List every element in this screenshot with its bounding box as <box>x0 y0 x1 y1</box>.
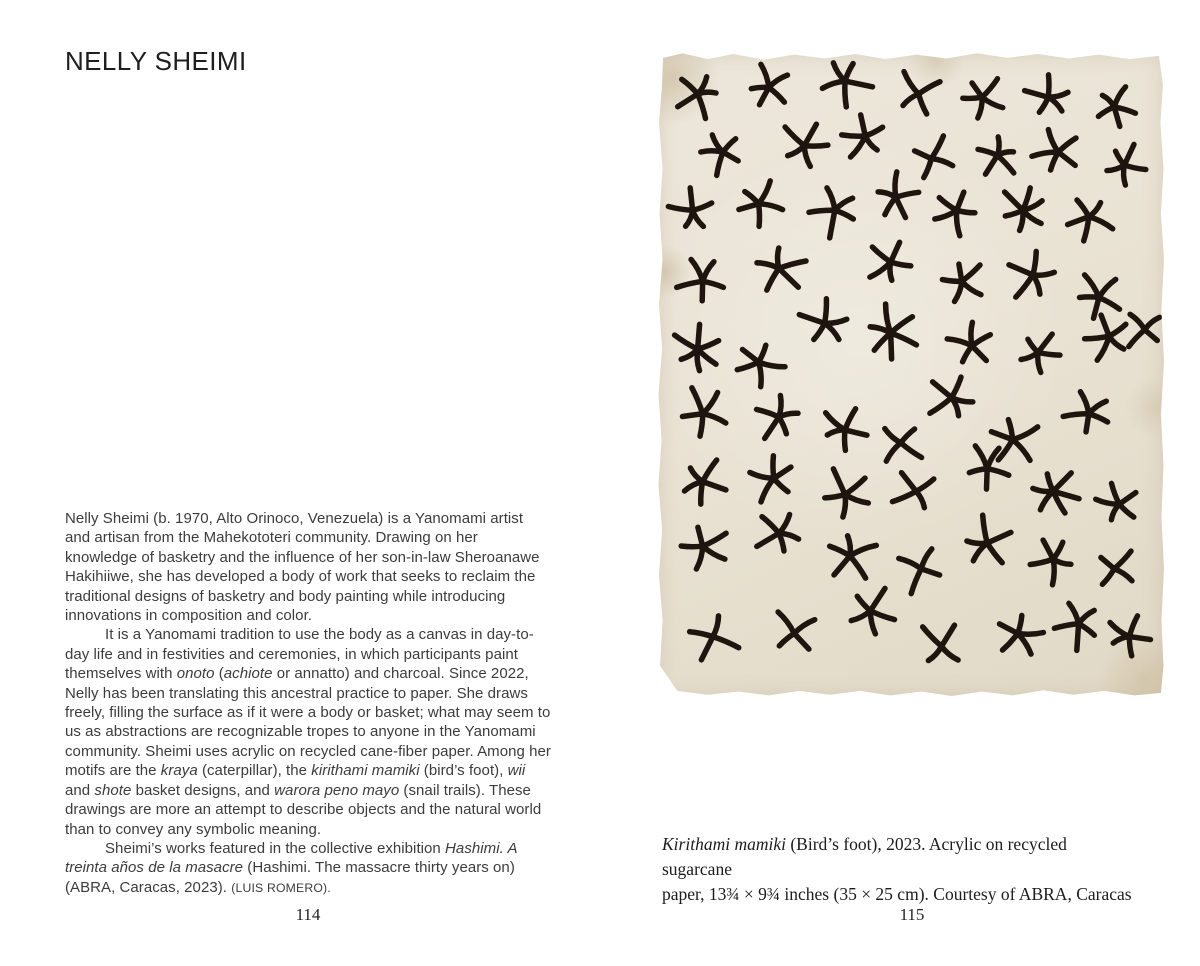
page-number-left: 114 <box>295 905 321 924</box>
artwork-caption <box>662 832 1136 907</box>
caption-line-2: paper, 13¾ × 9¾ inches (35 × 25 cm). Courtesy of ABRA, Caracas <box>662 884 1132 904</box>
bio-paragraph-1: Nelly Sheimi (b. 1970, Alto Orinoco, Venezuela) is a Yanomami artist and artisan from the Mahekototeri community. Drawing on her knowledge of basketry and the influence of her son-in-law Sheroanawe Hakihiiwe, she has developed a body of work that seeks to reclaim the traditional designs of basketry and body painting while introducing innovations in composition and color. <box>65 510 540 625</box>
page-number-right: 115 <box>899 905 925 924</box>
page-title: NELLY SHEIMI <box>65 46 247 76</box>
bio-paragraph-2: It is a Yanomami tradition to use the body as a canvas in day-to-day life and in festivities and ceremonies, in which participants paint themselves with onoto (achiote or annatto) and charcoal. Since 2022, Nelly has been translating this ancestral practice to paper. She draws freely, filling the surface as if it were a body or basket; what may seem to us as abstractions are recognizable tropes to anyone in the Yanomami community. Sheimi uses acrylic on recycled cane-fiber paper. Among her motifs are the kraya (caterpillar), the kirithami mamiki (bird’s foot), wii and shote basket designs, and warora peno mayo (snail trails). These drawings are more an attempt to describe objects and the natural world than to convey any symbolic meaning. <box>65 626 551 838</box>
right-page <box>600 0 1200 966</box>
bio-paragraph-3: Sheimi’s works featured in the collective exhibition Hashimi. A treinta años de la masacre (Hashimi. The massacre thirty years on) (ABRA, Caracas, 2023). (LUIS ROMERO). <box>65 839 517 896</box>
artwork-marks-svg <box>657 52 1165 698</box>
artist-bio <box>65 509 551 898</box>
artwork-paper <box>657 52 1165 698</box>
caption-line-1: Kirithami mamiki (Bird’s foot), 2023. Acrylic on recycled sugarcane <box>662 834 1067 879</box>
